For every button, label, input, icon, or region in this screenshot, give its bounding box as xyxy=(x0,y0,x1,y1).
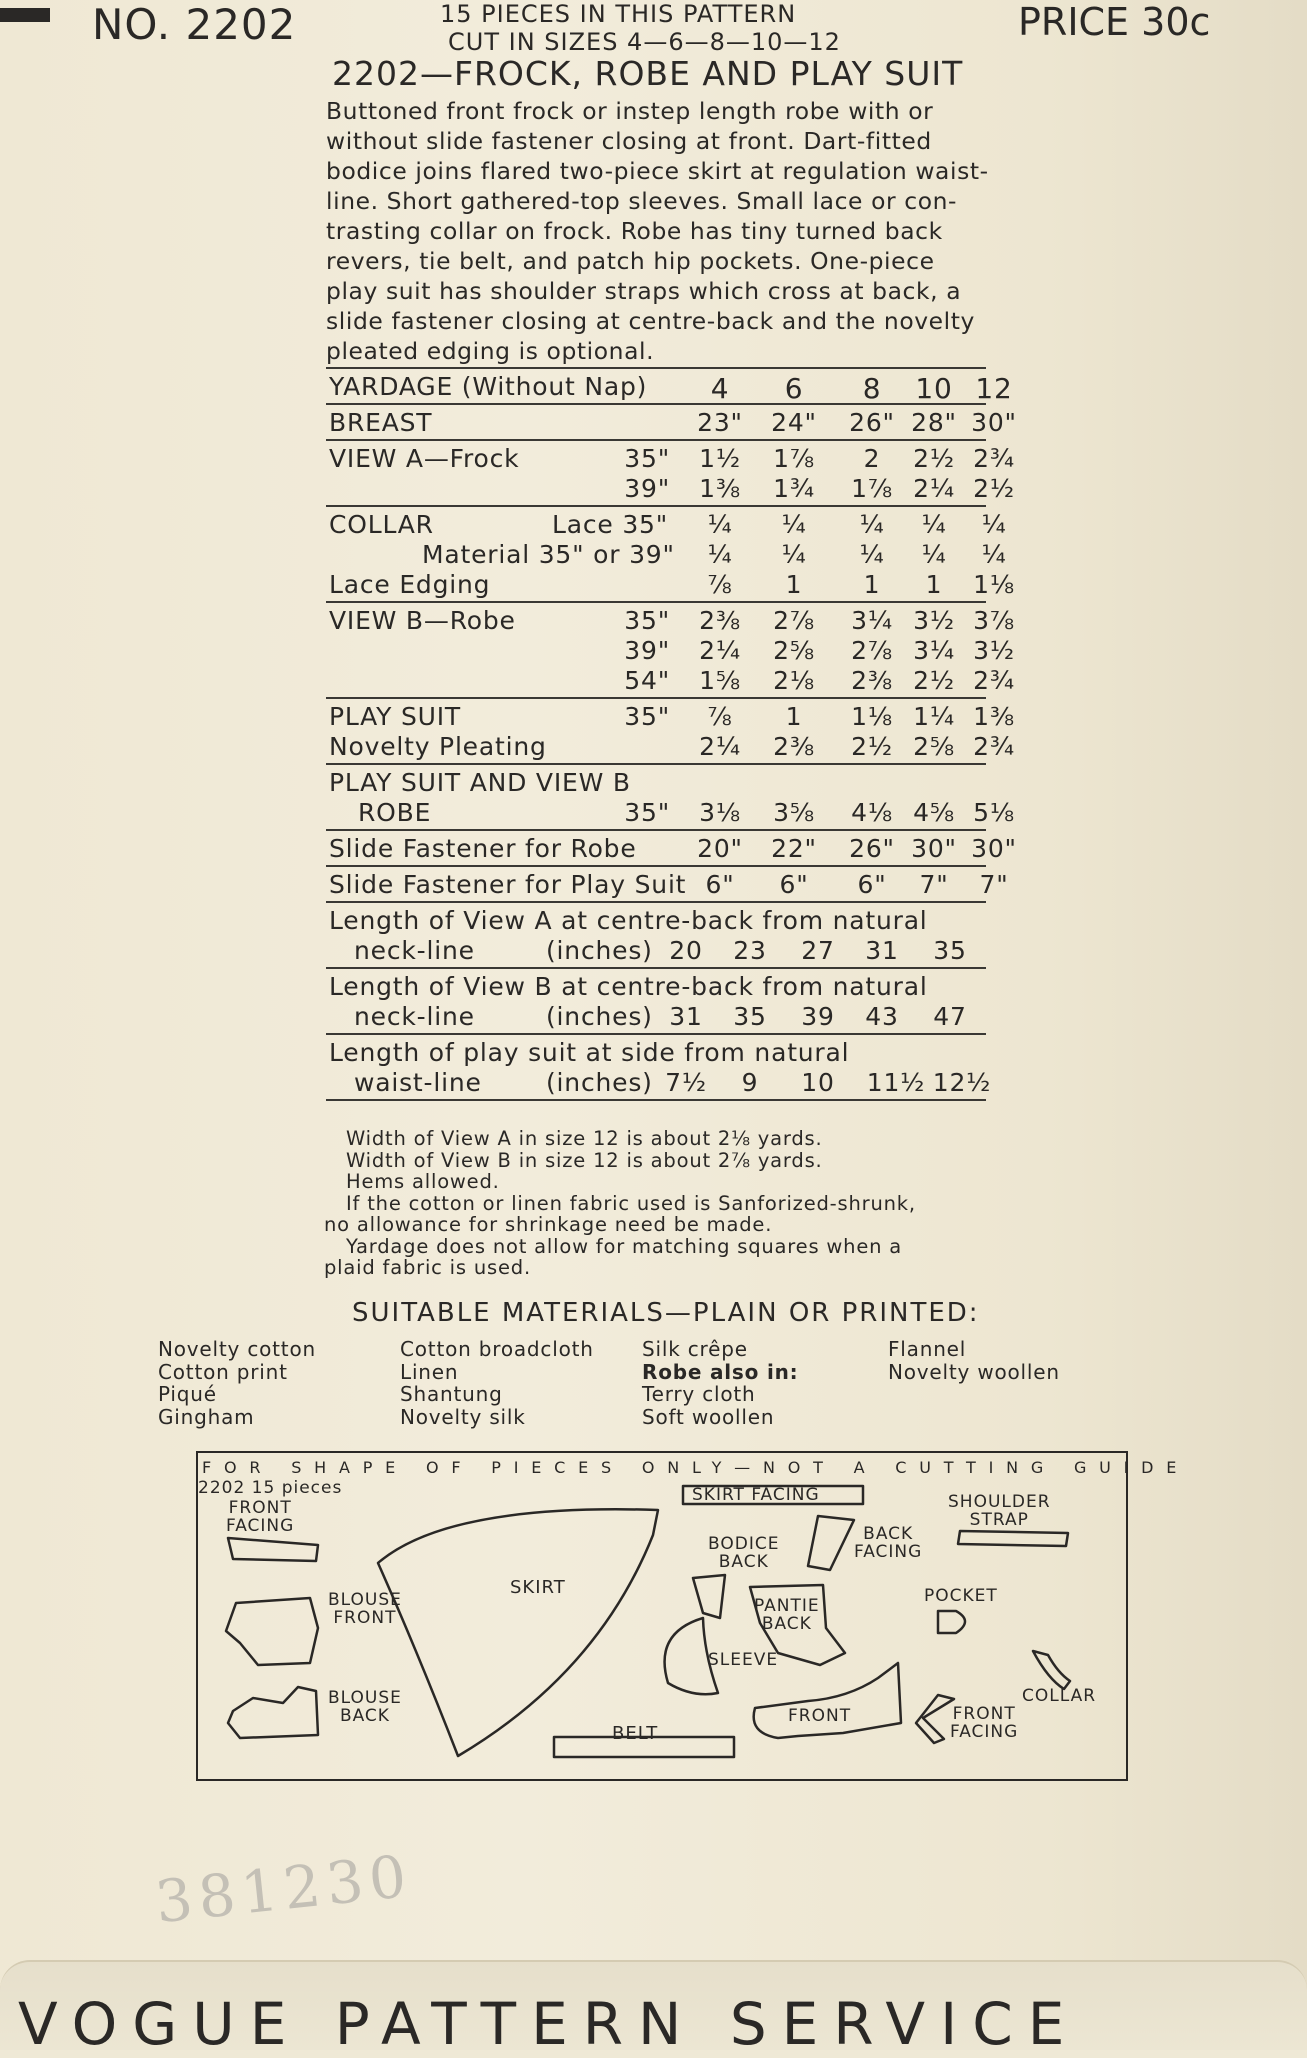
description-line: revers, tie belt, and patch hip pockets. One-piece xyxy=(326,247,935,275)
bodice-back-piece xyxy=(693,1575,725,1618)
table-row-collar-lace: COLLAR Lace 35" ¼ ¼ ¼ ¼ ¼ xyxy=(329,510,1007,539)
material-item: Flannel xyxy=(888,1337,967,1361)
sizes-line: CUT IN SIZES 4—6—8—10—12 xyxy=(448,28,841,56)
price: PRICE 30c xyxy=(1018,0,1211,44)
description-line: play suit has shoulder straps which cross at back, a xyxy=(326,277,962,305)
table-row-lace-edging: Lace Edging ⅞ 1 1 1 1⅛ xyxy=(329,570,1015,599)
shapes-count: 2202 15 pieces xyxy=(198,1478,343,1498)
description-line: without slide fastener closing at front. Dart-fitted xyxy=(326,127,932,155)
corner-mark xyxy=(0,8,50,22)
table-row-view-a-35: VIEW A—Frock 35" 1½ 1⅞ 2 2½ 2¾ xyxy=(329,444,1015,473)
shapes-banner: FOR SHAPE OF PIECES ONLY—NOT A CUTTING GUIDE xyxy=(202,1458,1190,1477)
table-row-view-a-39: 39" 1⅜ 1¾ 1⅞ 2¼ 2½ xyxy=(624,474,1015,503)
note-line: Width of View B in size 12 is about 2⅞ yards. xyxy=(346,1148,823,1172)
table-row-view-b-39: 39" 2¼ 2⅝ 2⅞ 3¼ 3½ xyxy=(624,636,1015,665)
table-row-length-b-label: Length of View B at centre-back from natural xyxy=(329,972,928,1001)
note-line: plaid fabric is used. xyxy=(324,1256,531,1279)
label-front-facing: FRONT FACING xyxy=(226,1498,295,1536)
table-row-length-a-label: Length of View A at centre-back from natural xyxy=(329,906,928,935)
note-line: Yardage does not allow for matching squares when a xyxy=(346,1234,903,1258)
label-skirt: SKIRT xyxy=(510,1577,566,1598)
description-line: line. Short gathered-top sleeves. Small lace or con- xyxy=(326,187,958,215)
label-pantie-back: PANTIE BACK xyxy=(754,1596,820,1634)
description-line: slide fastener closing at centre-back and the novelty xyxy=(326,307,975,335)
materials-column xyxy=(888,1338,1060,1383)
description-line: pleated edging is optional. xyxy=(326,337,655,365)
table-row-novelty-pleating: Novelty Pleating 2¼ 2⅜ 2½ 2⅝ 2¾ xyxy=(329,732,1015,761)
materials-column xyxy=(400,1338,594,1428)
note-line: Width of View A in size 12 is about 2⅛ yards. xyxy=(346,1127,823,1150)
ink-stamp-number: 381230 xyxy=(152,1841,416,1937)
footer-brand: VOGUE PATTERN SERVICE xyxy=(18,1990,1080,2058)
material-item: Linen xyxy=(400,1359,459,1384)
label-sleeve: SLEEVE xyxy=(708,1650,779,1670)
note-line: no allowance for shrinkage need be made. xyxy=(324,1213,773,1236)
material-item: Piqué xyxy=(158,1382,217,1406)
label-blouse-front: BLOUSE FRONT xyxy=(328,1590,402,1628)
collar-piece xyxy=(1033,1651,1070,1689)
material-item: Soft woollen xyxy=(642,1404,775,1429)
material-item: Silk crêpe xyxy=(642,1337,748,1361)
table-row-view-b-54: 54" 1⅝ 2⅛ 2⅜ 2½ 2¾ xyxy=(624,666,1015,695)
material-item: Novelty woollen xyxy=(888,1359,1060,1384)
material-item: Cotton broadcloth xyxy=(400,1337,594,1361)
pocket-piece xyxy=(938,1611,965,1633)
materials-column xyxy=(158,1338,316,1428)
front-facing-piece xyxy=(228,1538,318,1561)
note-line: If the cotton or linen fabric used is Sanforized-shrunk, xyxy=(346,1191,916,1215)
material-item: Robe also in: xyxy=(642,1359,799,1384)
yardage-table xyxy=(326,366,1017,1104)
note-line: Hems allowed. xyxy=(346,1170,500,1193)
table-row-combo: ROBE 35" 3⅛ 3⅝ 4⅛ 4⅝ 5⅛ xyxy=(358,798,1015,827)
blouse-front-piece xyxy=(226,1598,318,1665)
table-row-breast: BREAST 23" 24" 26" 28" 30" xyxy=(329,408,1017,437)
label-front-facing-2: FRONT FACING xyxy=(950,1704,1019,1742)
label-bodice-back: BODICE BACK xyxy=(708,1534,780,1572)
blouse-back-piece xyxy=(228,1687,318,1738)
table-row-collar-material: Material 35" or 39" ¼ ¼ ¼ ¼ ¼ xyxy=(422,540,1007,569)
table-row-view-b-35: VIEW B—Robe 35" 2⅜ 2⅞ 3¼ 3½ 3⅞ xyxy=(329,606,1015,635)
label-belt: BELT xyxy=(612,1723,659,1744)
label-collar: COLLAR xyxy=(1022,1686,1097,1706)
label-front: FRONT xyxy=(788,1706,852,1726)
materials-column xyxy=(642,1338,798,1428)
label-blouse-back: BLOUSE BACK xyxy=(328,1688,402,1726)
label-pocket: POCKET xyxy=(924,1586,998,1606)
material-item: Novelty cotton xyxy=(158,1337,316,1361)
label-shoulder-strap: SHOULDER STRAP xyxy=(948,1492,1051,1530)
material-item: Shantung xyxy=(400,1382,503,1406)
description-line: Buttoned front frock or instep length robe with or xyxy=(326,97,934,125)
material-item: Terry cloth xyxy=(642,1382,756,1406)
table-row-fastener-robe: Slide Fastener for Robe 20" 22" 26" 30" 30" xyxy=(329,834,1017,863)
pattern-title: 2202—FROCK, ROBE AND PLAY SUIT xyxy=(332,54,964,93)
table-row-length-a: neck-line (inches) 20 23 27 31 35 xyxy=(354,936,967,965)
pieces-count: 15 PIECES IN THIS PATTERN xyxy=(440,0,797,28)
table-row-length-b: neck-line (inches) 31 35 39 43 47 xyxy=(354,1002,967,1031)
pattern-number: NO. 2202 xyxy=(92,0,297,49)
pattern-pieces-diagram xyxy=(196,1451,1190,1781)
label-back-facing: BACK FACING xyxy=(854,1524,923,1562)
front-piece xyxy=(754,1663,901,1738)
skirt-piece xyxy=(378,1509,658,1756)
description-line: trasting collar on frock. Robe has tiny turned back xyxy=(326,217,943,245)
material-item: Cotton print xyxy=(158,1359,288,1384)
description-line: bodice joins flared two-piece skirt at regulation waist- xyxy=(326,157,989,185)
front-facing-piece-2 xyxy=(916,1695,954,1743)
material-item: Gingham xyxy=(158,1404,255,1429)
material-item: Novelty silk xyxy=(400,1404,526,1429)
table-row-length-suit-label: Length of play suit at side from natural xyxy=(329,1038,850,1067)
table-row-play-suit: PLAY SUIT 35" ⅞ 1 1⅛ 1¼ 1⅜ xyxy=(329,702,1015,731)
table-row-fastener-suit: Slide Fastener for Play Suit 6" 6" 6" 7" 7" xyxy=(329,870,1009,899)
shoulder-strap-piece xyxy=(958,1531,1068,1546)
table-row-combo-label: PLAY SUIT AND VIEW B xyxy=(329,768,631,797)
table-header-row: YARDAGE (Without Nap) 4 6 8 10 12 xyxy=(329,372,1013,405)
label-skirt-facing: SKIRT FACING xyxy=(692,1485,820,1505)
materials-title: SUITABLE MATERIALS—PLAIN OR PRINTED: xyxy=(352,1298,980,1328)
description xyxy=(326,96,988,366)
table-row-length-suit: waist-line (inches) 7½ 9 10 11½ 12½ xyxy=(354,1068,992,1097)
back-facing-piece xyxy=(808,1516,854,1570)
notes xyxy=(324,1127,916,1279)
